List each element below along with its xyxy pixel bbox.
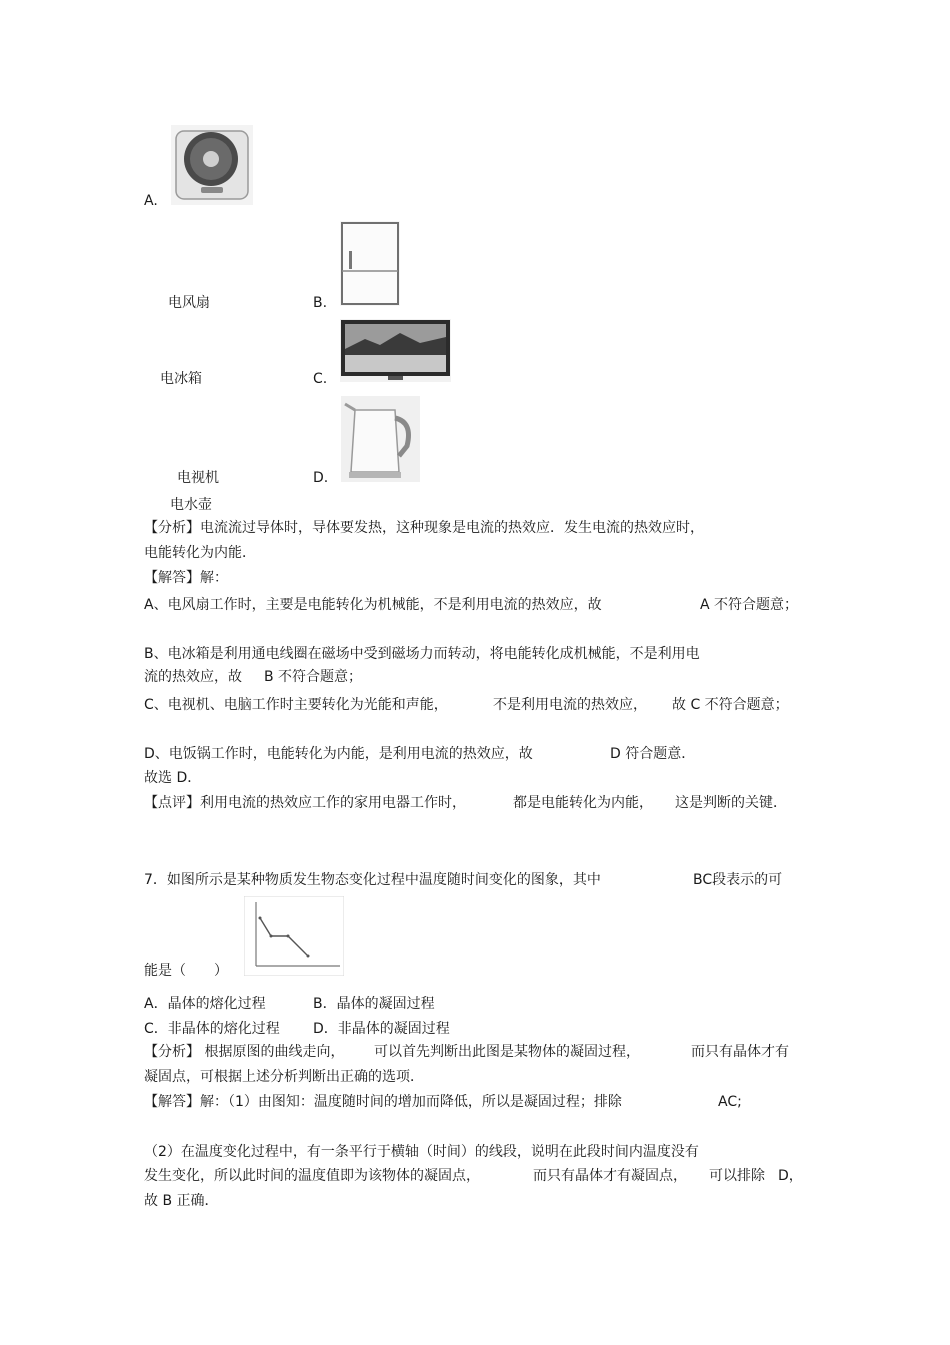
q7-answer-2-mid: 而只有晶体才有凝固点，	[533, 1168, 687, 1184]
q7-analysis: 【分析】 根据原图的曲线走向，	[144, 1044, 345, 1060]
q6-comment-mid: 都是电能转化为内能，	[513, 795, 653, 811]
q7-option-b: B．晶体的凝固过程	[313, 996, 435, 1012]
q6-analysis-line1: 【分析】电流流过导体时，导体要发热，这种现象是电流的热效应．发生电流的热效应时，	[144, 520, 704, 536]
option-a-label: A.	[144, 193, 158, 209]
q6-line-b-tail: B 不符合题意；	[264, 669, 363, 685]
q7-option-c: C．非晶体的熔化过程	[144, 1021, 280, 1037]
q7-stem: 7．如图所示是某种物质发生物态变化过程中温度随时间变化的图象，其中	[144, 872, 601, 888]
q6-line-b-cont: 流的热效应，故	[144, 669, 242, 685]
q6-line-b: B、电冰箱是利用通电线圈在磁场中受到磁场力而转动，将电能转化成机械能，不是利用电	[144, 646, 700, 662]
q6-line-a: A、电风扇工作时，主要是电能转化为机械能，不是利用电流的热效应，故	[144, 597, 602, 613]
q7-answer-tail: AC;	[718, 1094, 742, 1110]
q6-line-c-mid: 不是利用电流的热效应，	[493, 697, 647, 713]
fan-photo	[171, 125, 253, 205]
q6-comment-tail: 这是判断的关键．	[675, 795, 787, 811]
option-c-label: C.	[313, 371, 328, 387]
option-d-label: D.	[313, 470, 329, 486]
q7-option-a: A．晶体的熔化过程	[144, 996, 266, 1012]
q7-analysis-tail: 而只有晶体才有	[691, 1044, 789, 1060]
q6-choose: 故选 D．	[144, 770, 202, 786]
temperature-time-graph	[244, 896, 344, 976]
q7-conclusion: 故 B 正确．	[144, 1193, 219, 1209]
caption-tv: 电视机	[177, 470, 219, 486]
kettle-photo	[341, 396, 420, 482]
q7-analysis-mid: 可以首先判断出此图是某物体的凝固过程，	[374, 1044, 640, 1060]
q6-line-c: C、电视机、电脑工作时主要转化为光能和声能，	[144, 697, 448, 713]
q7-option-d: D．非晶体的凝固过程	[313, 1021, 450, 1037]
q6-line-a-tail: A 不符合题意；	[700, 597, 799, 613]
q7-answer-2: （2）在温度变化过程中，有一条平行于横轴（时间）的线段，说明在此段时间内温度没有	[144, 1144, 699, 1160]
caption-kettle: 电水壶	[170, 497, 212, 513]
caption-fan: 电风扇	[168, 295, 210, 311]
q6-line-d-tail: D 符合题意．	[610, 746, 696, 762]
q7-answer-2-exclude: 可以排除	[709, 1168, 765, 1184]
q7-analysis-cont: 凝固点，可根据上述分析判断出正确的选项．	[144, 1069, 424, 1085]
q7-stem-tail: BC段表示的可	[693, 872, 783, 888]
q7-answer-2-cont: 发生变化，所以此时间的温度值即为该物体的凝固点，	[144, 1168, 480, 1184]
option-b-label: B.	[313, 295, 328, 311]
q6-line-d: D、电饭锅工作时，电能转化为内能，是利用电流的热效应，故	[144, 746, 533, 762]
q7-answer: 【解答】解：（1）由图知：温度随时间的增加而降低，所以是凝固过程；排除	[144, 1094, 622, 1110]
tv-photo	[340, 319, 451, 382]
q6-answer-head: 【解答】解：	[144, 570, 228, 586]
q7-stem-cont: 能是（ ）	[144, 963, 228, 979]
q6-line-c-tail: 故 C 不符合题意；	[672, 697, 789, 713]
q6-analysis-line2: 电能转化为内能．	[144, 545, 256, 561]
caption-fridge: 电冰箱	[160, 371, 202, 387]
fridge-photo	[340, 221, 400, 306]
q6-comment: 【点评】利用电流的热效应工作的家用电器工作时，	[144, 795, 466, 811]
q7-answer-2-d: D，	[778, 1168, 803, 1184]
